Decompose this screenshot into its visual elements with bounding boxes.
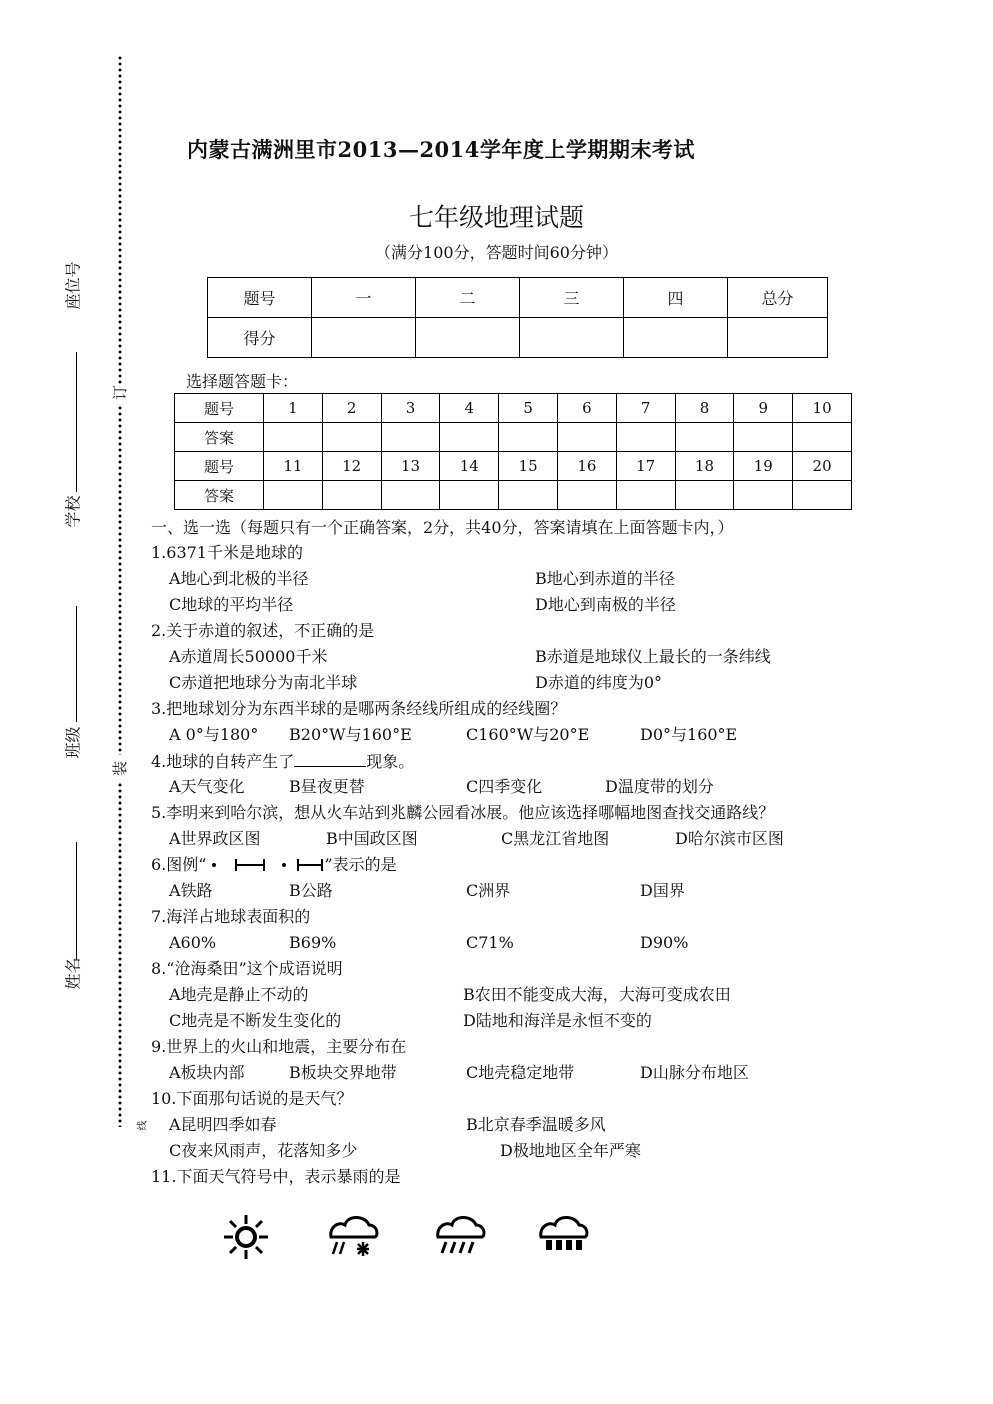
q5-option-d: D哈尔滨市区图 (675, 829, 784, 848)
q4-option-c: C四季变化 (466, 777, 543, 796)
answer-cell[interactable] (793, 423, 852, 452)
moderate-rain-icon (434, 1213, 486, 1259)
answer-cell[interactable] (381, 481, 440, 510)
q1-option-c: C地球的平均半径 (169, 595, 294, 614)
q10-option-a: A昆明四季如春 (169, 1115, 277, 1134)
q2-stem: 2.关于赤道的叙述，不正确的是 (151, 621, 375, 640)
q2-option-b: B赤道是地球仪上最长的一条纬线 (535, 647, 771, 666)
answer-num: 16 (557, 452, 616, 481)
q6-stem-suffix: ”表示的是 (324, 855, 397, 874)
q9-option-c: C地壳稳定地带 (466, 1063, 575, 1082)
heavy-rain-icon (537, 1213, 589, 1259)
q6-stem (151, 855, 397, 875)
answer-num: 6 (557, 394, 616, 423)
exam-title: 内蒙古满洲里市2013—2014学年度上学期期末考试 (187, 137, 695, 162)
q7-option-b: B69% (289, 933, 337, 952)
answer-num: 12 (322, 452, 381, 481)
q10-stem: 10.下面那句话说的是天气？ (151, 1089, 353, 1108)
school-line (76, 606, 77, 722)
answer-num: 15 (499, 452, 558, 481)
q4-option-d: D温度带的划分 (605, 777, 714, 796)
answer-num: 14 (440, 452, 499, 481)
q1-option-d: D地心到南极的半径 (535, 595, 676, 614)
seat-line (76, 352, 77, 492)
q10-option-d: D极地地区全年严寒 (500, 1141, 641, 1160)
score-table (207, 277, 828, 358)
q5-option-a: A世界政区图 (169, 829, 261, 848)
q8-option-b: B农田不能变成大海，大海可变成农田 (463, 985, 731, 1004)
answer-num: 17 (616, 452, 675, 481)
q9-option-b: B板块交界地带 (289, 1063, 397, 1082)
answer-card-title: 选择题答题卡： (186, 372, 299, 391)
q4-option-a: A天气变化 (169, 777, 245, 796)
sunny-icon (220, 1213, 272, 1261)
score-header-cell: 一 (312, 278, 416, 318)
answer-cell[interactable] (675, 481, 734, 510)
answer-cell[interactable] (440, 423, 499, 452)
q8-option-d: D陆地和海洋是永恒不变的 (463, 1011, 652, 1030)
q8-option-c: C地壳是不断发生变化的 (169, 1011, 342, 1030)
exam-note: （满分100分，答题时间60分钟） (375, 243, 618, 262)
q7-stem: 7.海洋占地球表面积的 (151, 907, 311, 926)
score-header-cell: 二 (416, 278, 520, 318)
q6-option-c: C洲界 (466, 881, 511, 900)
answer-num: 10 (793, 394, 852, 423)
answer-num: 5 (499, 394, 558, 423)
answer-cell[interactable] (557, 481, 616, 510)
q7-option-c: C71% (466, 933, 514, 952)
answer-num-label: 题号 (175, 452, 264, 481)
score-cell[interactable] (416, 318, 520, 358)
answer-cell[interactable] (557, 423, 616, 452)
binding-zhuang: 装 (111, 760, 130, 777)
binding-ding: 订 (111, 384, 130, 401)
q9-stem: 9.世界上的火山和地震，主要分布在 (151, 1037, 407, 1056)
q7-option-d: D90% (640, 933, 689, 952)
q10-option-b: B北京春季温暖多风 (466, 1115, 606, 1134)
class-line (76, 842, 77, 960)
answer-cell[interactable] (793, 481, 852, 510)
answer-cell[interactable] (734, 423, 793, 452)
q5-option-b: B中国政区图 (326, 829, 418, 848)
answer-num: 13 (381, 452, 440, 481)
answer-cell[interactable] (499, 423, 558, 452)
q2-option-a: A赤道周长50000千米 (169, 647, 328, 666)
seat-number-label: 座位号 (63, 261, 83, 310)
q3-stem: 3.把地球划分为东西半球的是哪两条经线所组成的经线圈？ (151, 699, 567, 718)
score-cell[interactable] (520, 318, 624, 358)
q2-option-c: C赤道把地球分为南北半球 (169, 673, 358, 692)
section1-heading: 一、选一选（每题只有一个正确答案，2分，共40分，答案请填在上面答题卡内，） (151, 518, 734, 537)
score-cell[interactable] (624, 318, 728, 358)
answer-num: 11 (264, 452, 323, 481)
answer-num: 1 (264, 394, 323, 423)
answer-num-label: 题号 (175, 394, 264, 423)
answer-cell[interactable] (322, 481, 381, 510)
q5-stem: 5.李明来到哈尔滨，想从火车站到兆麟公园看冰展。他应该选择哪幅地图查找交通路线？ (151, 803, 775, 822)
q3-option-b: B20°W与160°E (289, 725, 412, 744)
answer-cell[interactable] (440, 481, 499, 510)
q7-option-a: A60% (169, 933, 217, 952)
q6-stem-prefix: 6.图例“ (151, 855, 207, 874)
score-cell[interactable] (312, 318, 416, 358)
q9-option-a: A板块内部 (169, 1063, 245, 1082)
answer-card-table (174, 393, 852, 510)
answer-cell[interactable] (675, 423, 734, 452)
answer-cell[interactable] (734, 481, 793, 510)
score-header-cell: 题号 (208, 278, 312, 318)
q6-option-d: D国界 (640, 881, 685, 900)
answer-cell[interactable] (264, 481, 323, 510)
score-cell[interactable] (728, 318, 828, 358)
q4-stem-prefix: 4.地球的自转产生了 (151, 752, 295, 771)
answer-label: 答案 (175, 481, 264, 510)
q4-stem (151, 751, 414, 772)
answer-num: 2 (322, 394, 381, 423)
answer-cell[interactable] (264, 423, 323, 452)
q1-stem: 1.6371千米是地球的 (151, 543, 303, 562)
name-label: 姓名 (63, 957, 83, 990)
binding-dotted-line-bottom (118, 782, 122, 1127)
boundary-legend-icon (206, 856, 324, 872)
q5-option-c: C黑龙江省地图 (501, 829, 610, 848)
answer-label: 答案 (175, 423, 264, 452)
answer-num: 4 (440, 394, 499, 423)
q2-option-d: D赤道的纬度为0° (535, 673, 663, 692)
q11-stem: 11.下面天气符号中，表示暴雨的是 (151, 1167, 401, 1186)
school-label: 学校 (63, 495, 83, 528)
class-label: 班级 (63, 726, 83, 759)
q6-option-b: B公路 (289, 881, 333, 900)
score-row-label: 得分 (208, 318, 312, 358)
answer-cell[interactable] (381, 423, 440, 452)
q9-option-d: D山脉分布地区 (640, 1063, 749, 1082)
answer-num: 18 (675, 452, 734, 481)
q8-stem: 8.“沧海桑田”这个成语说明 (151, 959, 343, 978)
answer-cell[interactable] (322, 423, 381, 452)
q10-option-c: C夜来风雨声，花落知多少 (169, 1141, 358, 1160)
answer-num: 9 (734, 394, 793, 423)
q3-option-a: A 0°与180° (169, 725, 259, 744)
q1-option-a: A地心到北极的半径 (169, 569, 309, 588)
answer-num: 7 (616, 394, 675, 423)
answer-num: 19 (734, 452, 793, 481)
answer-num: 8 (675, 394, 734, 423)
exam-subtitle: 七年级地理试题 (408, 203, 584, 232)
answer-num: 3 (381, 394, 440, 423)
q8-option-a: A地壳是静止不动的 (169, 985, 309, 1004)
sleet-icon (325, 1213, 381, 1259)
q3-option-d: D0°与160°E (640, 725, 738, 744)
answer-num: 20 (793, 452, 852, 481)
score-header-cell: 三 (520, 278, 624, 318)
q6-option-a: A铁路 (169, 881, 213, 900)
q1-option-b: B地心到赤道的半径 (535, 569, 675, 588)
score-header-cell: 总分 (728, 278, 828, 318)
q4-option-b: B昼夜更替 (289, 777, 365, 796)
answer-cell[interactable] (616, 423, 675, 452)
score-header-cell: 四 (624, 278, 728, 318)
answer-cell[interactable] (616, 481, 675, 510)
q4-blank[interactable] (294, 751, 366, 767)
answer-cell[interactable] (499, 481, 558, 510)
q4-stem-suffix: 现象。 (366, 752, 415, 771)
binding-xian: 线 (137, 1120, 149, 1131)
binding-dotted-line-middle (118, 405, 122, 755)
q3-option-c: C160°W与20°E (466, 725, 590, 744)
